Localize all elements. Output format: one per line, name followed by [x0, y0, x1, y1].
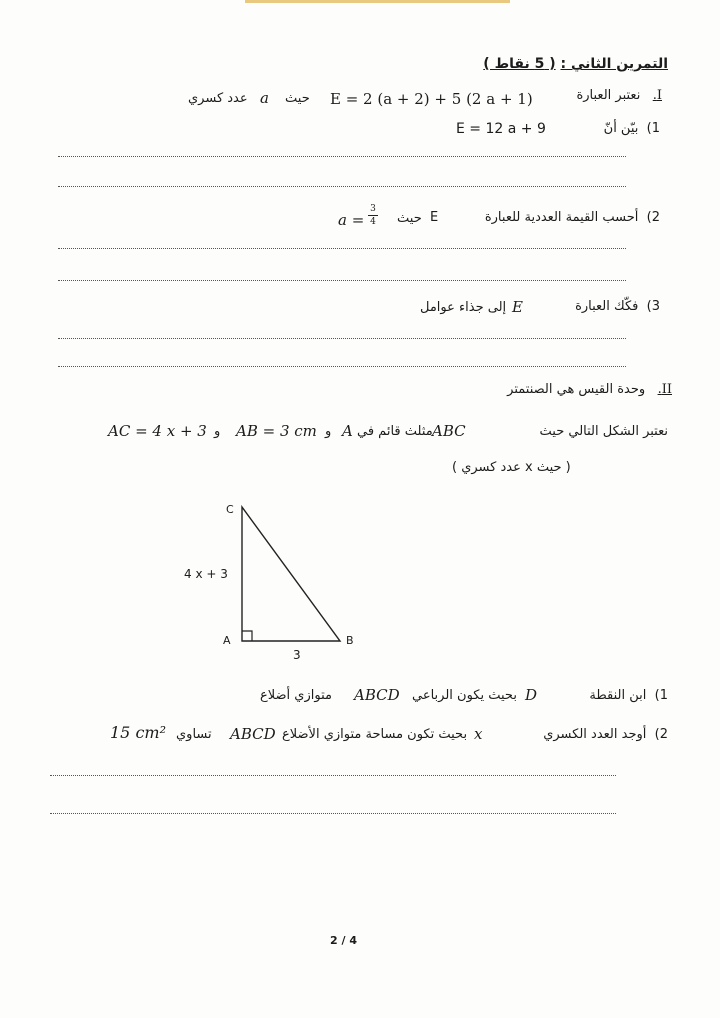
- part1-intro: [576, 88, 662, 103]
- quad-abcd: ABCD: [354, 686, 400, 704]
- part2-numeral: II.: [657, 382, 672, 397]
- and-text: و: [325, 424, 332, 439]
- right-angle-mark: [242, 631, 252, 641]
- p1-q1-text: بيّن أنّ: [603, 121, 639, 136]
- var-a: a: [260, 89, 269, 107]
- p2-q2-num: 2): [654, 727, 668, 742]
- p1-q1-num: 1): [646, 121, 660, 136]
- p1-q2: [485, 210, 660, 225]
- part1-intro-text: نعتبر العبارة: [576, 88, 641, 103]
- p1-q2-text: أحسب القيمة العددية للعبارة: [484, 210, 639, 225]
- label-C: C: [226, 503, 234, 516]
- p2-q2-text3: تساوي: [176, 727, 212, 742]
- p1-q3-text2: إلى جذاء عوامل: [420, 300, 507, 315]
- exercise-points: ( 5 نقاط ): [483, 56, 556, 72]
- answer-line: [58, 186, 626, 187]
- p1-q2-var-E: E: [430, 210, 439, 225]
- triangle-abc-shape: [242, 507, 340, 641]
- type-text: عدد كسري: [188, 91, 248, 106]
- answer-line: [58, 156, 626, 157]
- p1-q2-where: حيث: [397, 211, 422, 226]
- label-B: B: [346, 634, 354, 647]
- answer-line: [50, 813, 616, 814]
- p2-q1: [589, 688, 668, 703]
- p1-q1-math: E = 12 a + 9: [456, 121, 546, 137]
- label-A: A: [223, 634, 231, 647]
- p1-q3-num: 3): [646, 299, 660, 314]
- vertex-A-ref: A: [342, 422, 353, 440]
- answer-line: [50, 775, 616, 776]
- part2-intro: نعتبر الشكل التالي حيث: [539, 424, 668, 439]
- p2-q2-text: أوجد العدد الكسري: [543, 727, 647, 742]
- where-text: حيث: [285, 91, 310, 106]
- part2-header: [507, 382, 672, 397]
- p2-q2-text2: بحيث تكون مساحة متوازي الأضلاع: [282, 727, 468, 742]
- point-D: D: [525, 686, 538, 704]
- fraction-numerator: 3: [370, 204, 376, 214]
- exercise-title: [483, 56, 668, 72]
- where-x-text: ( حيث x عدد كسري ): [452, 460, 571, 475]
- page-number: 2 / 4: [330, 934, 357, 947]
- triangle-abc: ABC: [432, 422, 466, 440]
- part1-numeral: I.: [652, 88, 662, 103]
- part2-unit-text: وحدة القيس هي الصنتمتر: [507, 382, 646, 397]
- right-triangle-text: مثلث قائم في: [357, 424, 433, 439]
- p1-q3-text: فكّك العبارة: [575, 299, 639, 314]
- var-x: x: [474, 725, 483, 743]
- fraction-denominator: 4: [370, 217, 376, 227]
- label-side-AC: 4 x + 3: [184, 567, 228, 581]
- answer-line: [58, 338, 626, 339]
- p1-q2-num: 2): [646, 210, 660, 225]
- and-text-2: و: [214, 424, 221, 439]
- quad-abcd-2: ABCD: [230, 725, 276, 743]
- p2-q1-num: 1): [654, 688, 668, 703]
- ab-length: AB = 3 cm: [236, 422, 317, 440]
- p2-q1-text: ابن النقطة: [589, 688, 647, 703]
- p2-q2: [543, 727, 668, 742]
- expression-E: E = 2 (a + 2) + 5 (2 a + 1): [330, 90, 533, 108]
- top-edge-line: [245, 0, 510, 3]
- fraction-three-quarters: [368, 204, 378, 227]
- label-side-AB: 3: [293, 648, 301, 662]
- answer-line: [58, 280, 626, 281]
- p1-q3-var-E: E: [512, 298, 523, 316]
- answer-line: [58, 248, 626, 249]
- answer-line: [58, 366, 626, 367]
- exercise-title-text: التمرين الثاني :: [560, 56, 668, 72]
- ac-length: AC = 4 x + 3: [108, 422, 207, 440]
- p1-q2-lhs: a =: [338, 211, 365, 229]
- p2-q1-text3: متوازي أضلاع: [260, 688, 332, 703]
- p1-q1: [604, 121, 660, 136]
- p2-q1-text2: بحيث يكون الرباعي: [412, 688, 517, 703]
- p1-q3: [575, 299, 660, 314]
- area-value: 15 cm²: [110, 723, 166, 742]
